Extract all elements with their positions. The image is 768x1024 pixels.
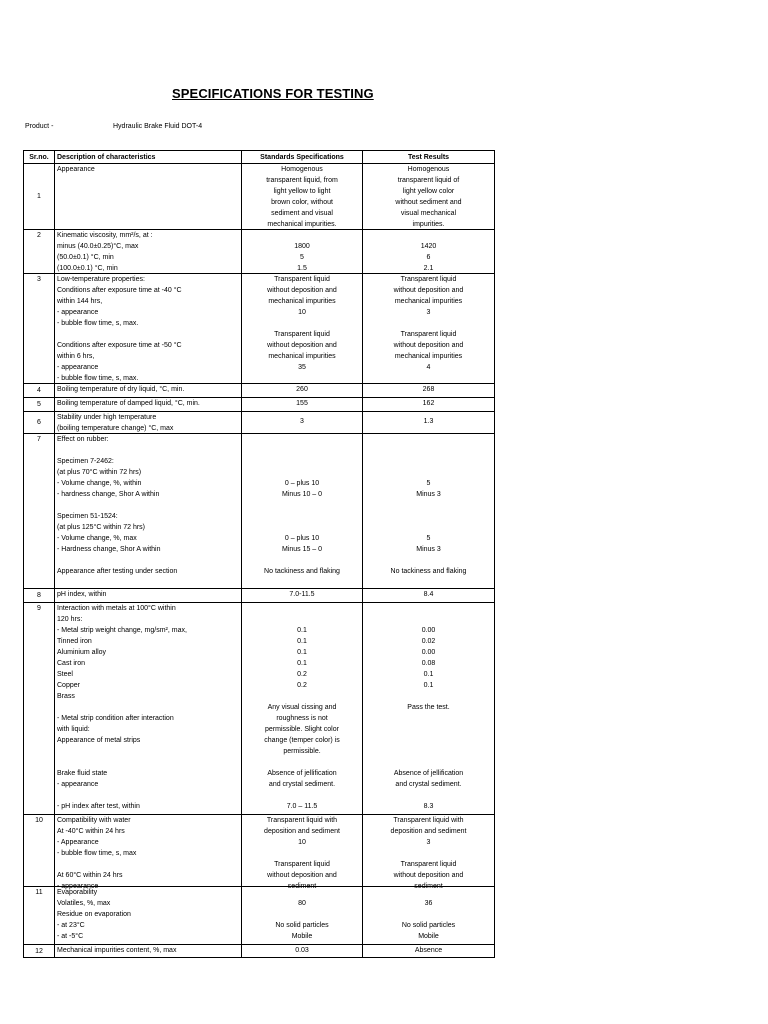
cell-line: 1420: [420, 243, 437, 250]
cell-line: - bubble flow time, s, max.: [57, 375, 139, 382]
cell-line: Boiling temperature of dry liquid, °C, min.: [57, 386, 185, 393]
cell-line: within 144 hrs,: [57, 298, 103, 305]
cell-line: 1.3: [423, 418, 434, 425]
cell-test-result: [363, 434, 495, 589]
cell-line: 0.00: [421, 627, 436, 634]
cell-line: without deposition and: [267, 287, 337, 294]
cell-line: Homogenous: [281, 166, 323, 173]
cell-line: Effect on rubber:: [57, 436, 109, 443]
cell-line: 0.1: [423, 682, 434, 689]
cell-line: Residue on evaporation: [57, 911, 131, 918]
header-description: Description of characteristics: [55, 151, 242, 164]
cell-line: permissible.: [283, 748, 321, 755]
cell-line: Transparent liquid: [400, 331, 457, 338]
cell-line: No tackiness and flaking: [264, 568, 340, 575]
cell-line: 260: [296, 386, 308, 393]
cell-standard-spec: [242, 412, 363, 434]
cell-line: [57, 859, 239, 870]
cell-line: deposition and sediment: [390, 828, 467, 835]
cell-description: [55, 945, 242, 958]
cell-line: Pass the test.: [407, 704, 450, 711]
cell-line: - Volume change, %, within: [57, 480, 142, 487]
cell-line: Aluminium alloy: [57, 649, 107, 656]
cell-line: 8.4: [423, 591, 434, 598]
product-label: Product -: [25, 123, 54, 130]
cell-line: - Appearance: [57, 839, 99, 846]
cell-line: 0.1: [297, 627, 307, 634]
cell-sr-no: 2: [24, 230, 55, 274]
cell-line: permissible. Slight color: [265, 726, 339, 733]
cell-line: Appearance of metal strips: [57, 737, 141, 744]
cell-line: (boiling temperature change) °C, max: [57, 425, 174, 432]
cell-standard-spec: [242, 384, 363, 398]
cell-line: [365, 230, 492, 241]
cell-line: [244, 691, 360, 702]
cell-description: [55, 398, 242, 412]
cell-line: [365, 555, 492, 566]
product-value: Hydraulic Brake Fluid DOT-4: [113, 123, 203, 130]
cell-line: Interaction with metals at 100°C within: [57, 605, 176, 612]
cell-line: light yellow color: [402, 188, 455, 195]
cell-line: 10: [298, 309, 306, 316]
cell-line: [57, 790, 239, 801]
cell-line: 36: [424, 900, 433, 907]
cell-line: 2.1: [423, 265, 434, 272]
cell-line: Minus 3: [416, 491, 441, 498]
cell-line: - Metal strip condition after interaction: [57, 715, 174, 722]
cell-line: - bubble flow time, s, max.: [57, 320, 139, 327]
cell-line: brown color, without: [271, 199, 333, 206]
cell-line: without deposition and: [393, 287, 464, 294]
cell-line: without deposition and: [267, 872, 337, 879]
cell-line: Absence: [414, 947, 443, 954]
cell-line: 80: [298, 900, 306, 907]
cell-line: No solid particles: [401, 922, 456, 929]
cell-line: [244, 467, 360, 478]
cell-line: 1.5: [297, 265, 307, 272]
cell-line: minus (40.0±0.25)°C, max: [57, 243, 139, 250]
cell-line: Absence of jellification: [267, 770, 337, 777]
cell-standard-spec: [242, 164, 363, 230]
cell-test-result: [363, 887, 495, 945]
cell-test-result: [363, 945, 495, 958]
cell-sr-no: 7: [24, 434, 55, 589]
table-row: [24, 434, 495, 589]
cell-line: No tackiness and flaking: [390, 568, 467, 575]
cell-line: 268: [422, 386, 435, 393]
cell-test-result: [363, 815, 495, 890]
cell-line: [57, 197, 239, 208]
cell-line: 7.0-11.5: [289, 591, 315, 598]
table-row: [24, 230, 495, 274]
cell-sr-no: 5: [24, 398, 55, 412]
cell-line: transparent liquid, from: [266, 177, 338, 184]
cell-line: [365, 614, 492, 625]
cell-line: Boiling temperature of damped liquid, °C, min.: [57, 400, 200, 407]
cell-line: 3: [426, 309, 431, 316]
cell-description: [55, 589, 242, 603]
cell-line: Kinematic viscosity, mm²/s, at :: [57, 232, 153, 239]
cell-line: Specimen 51-1524:: [57, 513, 118, 520]
cell-standard-spec: [242, 815, 363, 890]
cell-line: [244, 230, 360, 241]
cell-line: (50.0±0.1) °C, min: [57, 254, 114, 261]
cell-line: with liquid:: [57, 726, 90, 733]
cell-line: without sediment and: [395, 199, 462, 206]
cell-line: [57, 175, 239, 186]
cell-line: Transparent liquid: [274, 861, 330, 868]
cell-line: deposition and sediment: [264, 828, 340, 835]
cell-line: 6: [426, 254, 431, 261]
cell-sr-no: 6: [24, 412, 55, 434]
cell-line: 0.2: [297, 671, 307, 678]
cell-line: Volatiles, %, max: [57, 900, 111, 907]
cell-line: Transparent liquid with: [393, 817, 464, 824]
cell-line: 3: [426, 839, 431, 846]
cell-line: - Volume change, %, max: [57, 535, 137, 542]
cell-line: and crystal sediment.: [268, 781, 336, 788]
cell-line: mechanical impurities: [394, 353, 463, 360]
cell-line: Minus 10 – 0: [281, 491, 323, 498]
cell-line: [244, 790, 360, 801]
cell-line: 155: [296, 400, 308, 407]
cell-description: [55, 434, 242, 589]
cell-test-result: [363, 164, 495, 230]
cell-line: 0.08: [421, 660, 436, 667]
cell-line: Conditions after exposure time at -50 °C: [57, 342, 182, 349]
cell-line: [244, 555, 360, 566]
cell-line: [57, 329, 239, 340]
table-row: [24, 164, 495, 230]
cell-line: [365, 467, 492, 478]
cell-line: 8.3: [423, 803, 434, 810]
cell-sr-no: 8: [24, 589, 55, 603]
cell-test-result: [363, 384, 495, 398]
cell-line: No solid particles: [275, 922, 329, 929]
cell-line: roughness is not: [276, 715, 328, 722]
cell-line: Transparent liquid: [274, 331, 330, 338]
cell-line: [365, 848, 492, 859]
cell-sr-no: 12: [24, 945, 55, 958]
cell-line: without deposition and: [393, 872, 464, 879]
cell-description: [55, 274, 242, 384]
table-row: [24, 398, 495, 412]
cell-line: [365, 909, 492, 920]
cell-line: Transparent liquid: [400, 861, 457, 868]
cell-line: [57, 208, 239, 219]
cell-standard-spec: [242, 589, 363, 603]
cell-line: [244, 511, 360, 522]
cell-standard-spec: [242, 603, 363, 815]
cell-line: Minus 15 – 0: [281, 546, 323, 553]
cell-line: mechanical impurities.: [267, 221, 337, 228]
cell-line: Mechanical impurities content, %, max: [57, 947, 177, 954]
cell-test-result: [363, 412, 495, 434]
cell-line: - appearance: [57, 781, 99, 788]
cell-line: [244, 848, 360, 859]
table-row: [24, 945, 495, 958]
cell-line: [57, 757, 239, 768]
cell-line: 1800: [294, 243, 310, 250]
cell-line: 10: [298, 839, 306, 846]
cell-line: Any visual cissing and: [267, 704, 337, 711]
cell-line: [57, 702, 239, 713]
cell-sr-no: 10: [24, 815, 55, 887]
cell-line: [57, 746, 239, 757]
cell-test-result: [363, 230, 495, 274]
cell-line: transparent liquid of: [397, 177, 460, 184]
cell-standard-spec: [242, 274, 363, 384]
cell-line: mechanical impurities: [394, 298, 463, 305]
cell-line: [244, 318, 360, 329]
cell-line: sediment and visual: [271, 210, 333, 217]
cell-line: Tinned iron: [57, 638, 92, 645]
cell-standard-spec: [242, 887, 363, 945]
cell-line: At -40°C within 24 hrs: [57, 828, 125, 835]
cell-line: Minus 3: [416, 546, 441, 553]
header-standards: Standards Specifications: [242, 151, 363, 164]
table-row: [24, 815, 495, 887]
cell-line: light yellow to light: [273, 188, 331, 195]
cell-line: [57, 186, 239, 197]
table-row: [24, 274, 495, 384]
cell-standard-spec: [242, 398, 363, 412]
cell-line: [365, 691, 492, 702]
cell-line: 162: [422, 400, 435, 407]
cell-line: [365, 318, 492, 329]
cell-sr-no: 9: [24, 603, 55, 815]
cell-description: [55, 384, 242, 398]
cell-line: (100.0±0.1) °C, min: [57, 265, 118, 272]
cell-line: pH index, within: [57, 591, 107, 598]
cell-line: [365, 724, 492, 735]
cell-standard-spec: [242, 434, 363, 589]
header-sr-no: Sr.no.: [24, 151, 55, 164]
table-row: [24, 589, 495, 603]
cell-line: 0.1: [297, 638, 307, 645]
cell-line: - appearance: [57, 364, 99, 371]
cell-line: - Metal strip weight change, mg/sm², max,: [57, 627, 187, 634]
cell-line: (at plus 70°C within 72 hrs): [57, 469, 142, 476]
cell-line: within 6 hrs,: [57, 353, 95, 360]
cell-line: [57, 219, 239, 230]
cell-line: [244, 614, 360, 625]
cell-line: At 60°C within 24 hrs: [57, 872, 123, 879]
cell-line: sediment: [414, 883, 443, 890]
cell-line: 0.1: [297, 660, 307, 667]
cell-line: mechanical impurities: [268, 353, 336, 360]
cell-line: [57, 555, 239, 566]
cell-line: Steel: [57, 671, 73, 678]
table-row: [24, 412, 495, 434]
cell-line: Appearance after testing under section: [57, 568, 178, 575]
cell-line: [365, 445, 492, 456]
cell-line: Brass: [57, 693, 75, 700]
cell-line: [365, 757, 492, 768]
cell-line: 0.02: [421, 638, 436, 645]
cell-line: - appearance: [57, 309, 99, 316]
table-row: [24, 887, 495, 945]
cell-line: Low-temperature properties:: [57, 276, 145, 283]
document-title: SPECIFICATIONS FOR TESTING: [172, 86, 374, 101]
header-test-results: Test Results: [363, 151, 495, 164]
cell-line: Stability under high temperature: [57, 414, 157, 421]
cell-description: [55, 603, 242, 815]
cell-description: [55, 230, 242, 274]
cell-line: Homogenous: [407, 166, 450, 173]
table-row: [24, 603, 495, 815]
table-header-row: [24, 151, 495, 164]
cell-line: - Hardness change, Shor A within: [57, 546, 161, 553]
cell-line: [244, 909, 360, 920]
cell-line: 4: [426, 364, 431, 371]
cell-description: [55, 412, 242, 434]
cell-line: 0.00: [421, 649, 436, 656]
cell-line: 35: [298, 364, 306, 371]
cell-line: sediment: [287, 883, 317, 890]
cell-line: [244, 456, 360, 467]
cell-description: [55, 887, 242, 945]
cell-line: Transparent liquid with: [266, 817, 338, 824]
cell-line: - pH index after test, within: [57, 803, 140, 810]
cell-line: Transparent liquid: [274, 276, 330, 283]
cell-line: [244, 500, 360, 511]
cell-line: Compatibility with water: [57, 817, 131, 824]
cell-line: [365, 713, 492, 724]
cell-line: [57, 500, 239, 511]
cell-line: [365, 746, 492, 757]
cell-line: Transparent liquid: [400, 276, 457, 283]
cell-line: Mobile: [418, 933, 439, 940]
cell-line: - hardness change, Shor A within: [57, 491, 160, 498]
cell-standard-spec: [242, 945, 363, 958]
cell-line: - at -5°C: [57, 933, 84, 940]
cell-line: Mobile: [291, 933, 313, 940]
cell-sr-no: 3: [24, 274, 55, 384]
cell-line: Cast iron: [57, 660, 86, 667]
cell-line: 7.0 – 11.5: [286, 803, 318, 810]
cell-line: 5: [426, 480, 431, 487]
cell-line: 3: [300, 418, 304, 425]
cell-line: 5: [300, 254, 304, 261]
cell-line: [365, 511, 492, 522]
cell-standard-spec: [242, 230, 363, 274]
cell-line: mechanical impurities: [268, 298, 336, 305]
cell-line: [365, 456, 492, 467]
cell-line: [365, 500, 492, 511]
cell-line: 0.1: [423, 671, 434, 678]
cell-test-result: [363, 589, 495, 603]
cell-description: [55, 815, 242, 890]
cell-line: [365, 522, 492, 533]
cell-test-result: [363, 274, 495, 384]
cell-test-result: [363, 603, 495, 815]
cell-line: [57, 445, 239, 456]
cell-sr-no: 4: [24, 384, 55, 398]
cell-line: - at 23°C: [57, 922, 85, 929]
cell-line: without deposition and: [393, 342, 464, 349]
cell-line: [244, 445, 360, 456]
cell-line: change (temper color) is: [264, 737, 340, 744]
cell-line: - appearance: [57, 883, 99, 890]
cell-line: 0.2: [297, 682, 307, 689]
cell-line: 5: [426, 535, 431, 542]
cell-line: 0.1: [297, 649, 307, 656]
cell-line: Copper: [57, 682, 80, 689]
cell-line: [365, 603, 492, 614]
cell-line: Conditions after exposure time at -40 °C: [57, 287, 182, 294]
cell-line: [244, 757, 360, 768]
cell-line: Specimen 7-2462:: [57, 458, 114, 465]
cell-line: (at plus 125°C within 72 hrs): [57, 524, 146, 531]
cell-line: [365, 790, 492, 801]
cell-sr-no: 11: [24, 887, 55, 945]
cell-line: Brake fluid state: [57, 770, 108, 777]
cell-line: [365, 434, 492, 445]
cell-line: without deposition and: [267, 342, 337, 349]
cell-line: [365, 735, 492, 746]
cell-test-result: [363, 398, 495, 412]
cell-line: and crystal sediment.: [395, 781, 462, 788]
cell-line: 120 hrs:: [57, 616, 83, 623]
cell-line: visual mechanical: [400, 210, 457, 217]
table-row: [24, 384, 495, 398]
cell-line: 0 – plus 10: [284, 535, 320, 542]
cell-line: - bubble flow time, s, max: [57, 850, 137, 857]
cell-description: [55, 164, 242, 230]
cell-line: [244, 434, 360, 445]
cell-sr-no: 1: [24, 164, 55, 230]
cell-line: impurities.: [412, 221, 445, 228]
cell-line: 0.03: [295, 947, 309, 954]
cell-line: Absence of jellification: [393, 770, 464, 777]
specifications-table: [23, 150, 495, 958]
cell-line: [244, 522, 360, 533]
cell-line: Evaporability: [57, 889, 98, 896]
cell-line: [244, 603, 360, 614]
cell-line: Appearance: [57, 166, 95, 173]
cell-line: 0 – plus 10: [284, 480, 320, 487]
